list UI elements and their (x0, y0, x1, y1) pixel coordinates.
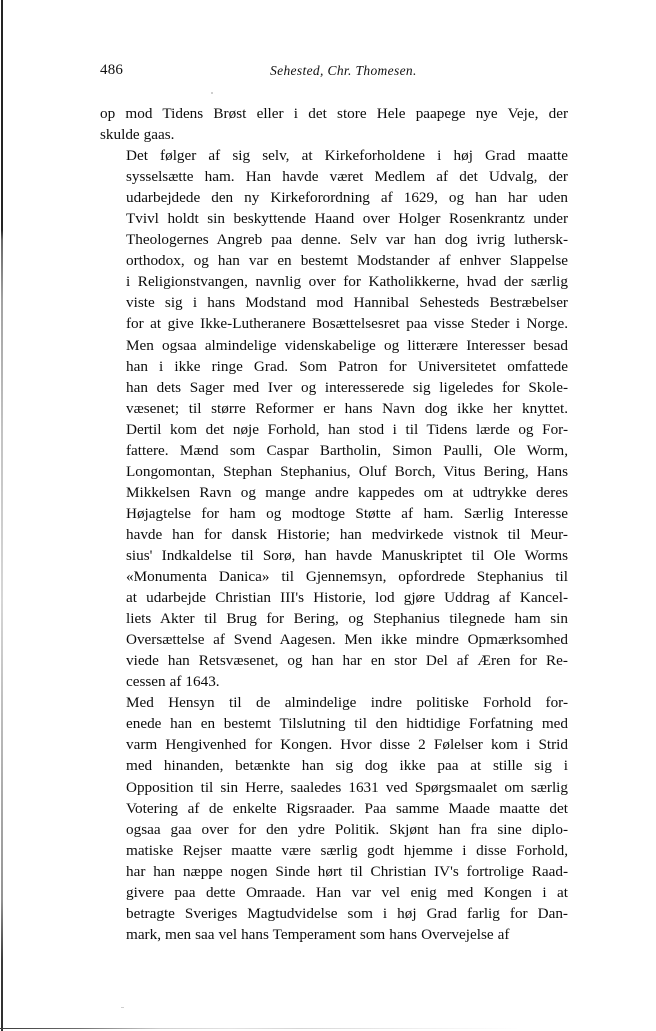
text-line: viste sig i hans Modstand mod Hannibal Sehesteds Bestræbelser (126, 294, 568, 312)
scan-edge-bottom-artifact (0, 1028, 656, 1029)
paragraph (100, 103, 568, 145)
paragraph (100, 692, 568, 945)
text-line: sysselsætte ham. Han havde været Medlem af det Udvalg, der (126, 168, 568, 186)
text-line: Oversættelse af Svend Aagesen. Men ikke mindre Opmærksomhed (126, 631, 568, 649)
text-line: Votering af de enkelte Rigsraader. Paa samme Maade maatte det (126, 799, 568, 817)
text-line: betragte Sveriges Magtudvidelse som i høj Grad farlig for Dan- (126, 904, 568, 922)
text-line: liets Akter til Brug for Bering, og Stephanius tilegnede ham sin (126, 610, 568, 628)
text-line: Tvivl holdt sin beskyttende Haand over Holger Rosenkrantz under (126, 210, 568, 228)
scan-edge-left-artifact (1, 0, 3, 1031)
text-line: væsenet; til større Reformer er hans Navn dog ikke her knyttet. (126, 399, 568, 417)
text-line: i Religionstvangen, navnlig over for Katholikkerne, hvad der særlig (126, 273, 568, 291)
text-line: for at give Ikke-Lutheranere Bosættelsesret paa visse Steder i Norge. (126, 315, 568, 333)
text-line: Med Hensyn til de almindelige indre politiske Forhold for- (126, 694, 568, 712)
text-line: cessen af 1643. (126, 673, 220, 691)
running-head: Sehested, Chr. Thomesen. (270, 63, 417, 78)
text-line: udarbejdede den ny Kirkeforordning af 1629, og han har uden (126, 189, 568, 207)
text-line: har han næppe nogen Sinde hørt til Christian IV's fortrolige Raad- (126, 862, 568, 880)
text-line: mark, men saa vel hans Temperament som hans Overvejelse af (126, 925, 510, 943)
text-line: «Monumenta Danica» til Gjennemsyn, opfordrede Stephanius til (126, 568, 568, 586)
text-line: Opposition til sin Herre, saaledes 1631 ved Spørgsmaalet om særlig (126, 778, 568, 796)
page-number: 486 (100, 62, 124, 78)
text-line: Longomontan, Stephan Stephanius, Oluf Borch, Vitus Bering, Hans (126, 462, 568, 480)
text-line: givere paa dette Omraade. Han var vel enig med Kongen i at (126, 883, 568, 901)
text-line: enede han en bestemt Tilslutning til den hidtidige Forfatning med (126, 715, 568, 733)
page-header (100, 62, 568, 82)
text-line: Men ogsaa almindelige videnskabelige og litterære Interesser besad (126, 336, 568, 354)
text-line: Mikkelsen Ravn og mange andre kappedes om at udtrykke deres (126, 483, 568, 501)
text-line: skulde gaas. (100, 126, 175, 144)
body-text-block (100, 103, 568, 945)
paragraph (100, 145, 568, 692)
text-line: at udarbejde Christian III's Historie, lod gjøre Uddrag af Kancel- (126, 589, 568, 607)
text-line: Theologernes Angreb paa denne. Selv var han dog ivrig luthersk- (126, 231, 568, 249)
text-line: op mod Tidens Brøst eller i det store Hele paapege nye Veje, der (100, 105, 568, 122)
text-line: ogsaa gaa over for den ydre Politik. Skjønt han fra sine diplo- (126, 820, 568, 838)
text-line: orthodox, og han var en bestemt Modstander af enhver Slappelse (126, 252, 568, 270)
text-line: fattere. Mænd som Caspar Bartholin, Simon Paulli, Ole Worm, (126, 441, 568, 459)
text-line: han i ikke ringe Grad. Som Patron for Universitetet omfattede (126, 357, 568, 375)
text-line: Højagtelse for ham og modtoge Støtte af ham. Særlig Interesse (126, 504, 568, 522)
text-line: han dets Sager med Iver og interesserede sig ligeledes for Skole- (126, 378, 568, 396)
scan-speck-artifact (211, 92, 213, 94)
text-line: havde han for dansk Historie; han medvirkede vistnok til Meur- (126, 525, 568, 543)
scan-speck-artifact (121, 1007, 124, 1008)
text-line: viede han Retsvæsenet, og han har en stor Del af Æren for Re- (126, 652, 568, 670)
text-line: sius' Indkaldelse til Sorø, han havde Manuskriptet til Ole Worms (126, 546, 568, 564)
text-line: varm Hengivenhed for Kongen. Hvor disse 2 Følelser kom i Strid (126, 736, 568, 754)
text-line: Dertil kom det nøje Forhold, han stod i til Tidens lærde og For- (126, 420, 568, 438)
text-line: med hinanden, betænkte han sig dog ikke paa at stille sig i (126, 757, 568, 775)
text-line: matiske Rejser maatte være særlig godt hjemme i disse Forhold, (126, 841, 568, 859)
text-line: Det følger af sig selv, at Kirkeforholdene i høj Grad maatte (126, 147, 568, 165)
